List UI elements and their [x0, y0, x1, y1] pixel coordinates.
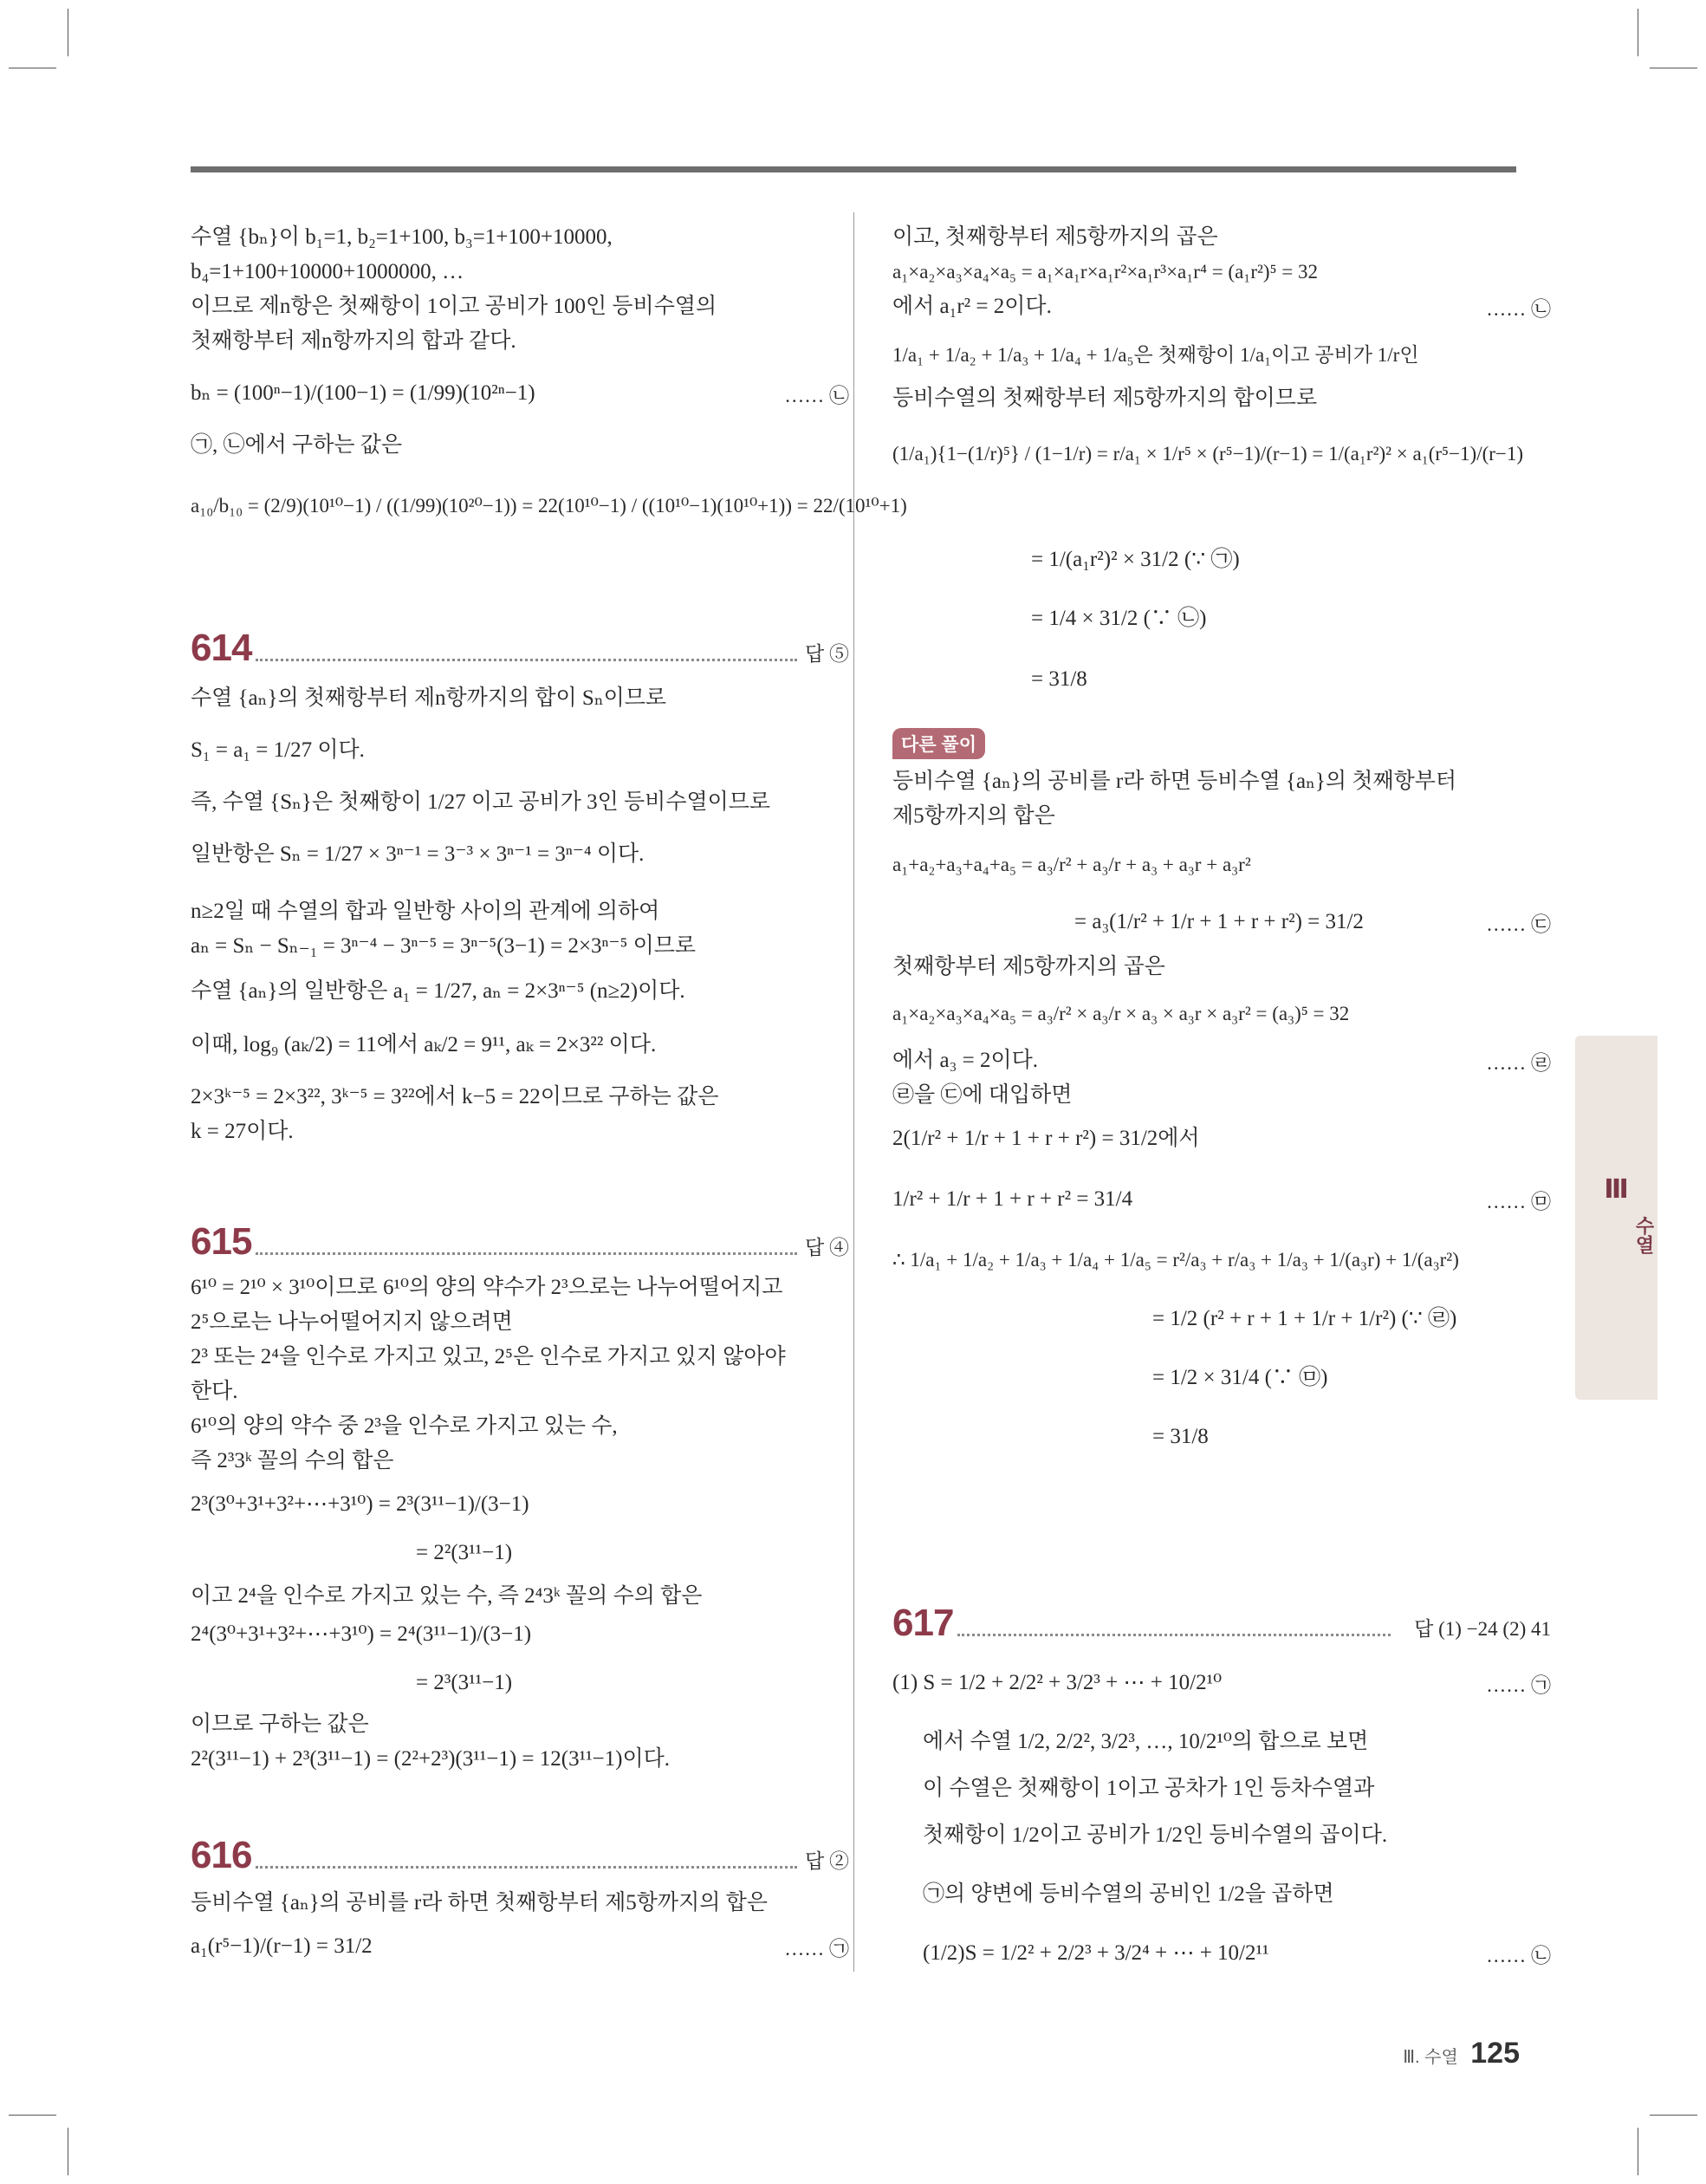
text-line: S₁ = a₁ = 1/27 이다. — [191, 738, 365, 762]
problem-number: 614 — [191, 627, 252, 669]
problem-number: 615 — [191, 1220, 252, 1263]
footer-section: Ⅲ. 수열 — [1403, 2048, 1458, 2067]
column-divider — [853, 212, 854, 1972]
answer-label: 답 ⑤ — [805, 643, 849, 665]
leader-dots — [957, 1634, 1391, 1636]
chapter-number: Ⅲ — [1604, 1175, 1629, 1204]
equation-marker: …… ㉡ — [1486, 1945, 1551, 1966]
equation-line: bₙ = (100ⁿ−1)/(100−1) = (1/99)(10²ⁿ−1) — [191, 381, 535, 405]
text-line: 에서 a₁r² = 2이다. — [892, 295, 1052, 318]
text-line: 등비수열 {aₙ}의 공비를 r라 하면 등비수열 {aₙ}의 첫째항부터 — [892, 770, 1457, 793]
problem-header-615 — [191, 1212, 849, 1264]
equation-line: a₁+a₂+a₃+a₄+a₅ = a₃/r² + a₃/r + a₃ + a₃r + a₃r² — [892, 854, 1251, 875]
text-line: 수열 {bₙ}이 b₁=1, b₂=1+100, b₃=1+100+10000, — [191, 225, 613, 249]
text-line: 에서 a₃ = 2이다. — [892, 1049, 1039, 1072]
text-line: 수열 {aₙ}의 일반항은 a₁ = 1/27, aₙ = 2×3ⁿ⁻⁵ (n≥2)이다. — [191, 979, 685, 1003]
problem-header-614 — [191, 618, 849, 670]
text-line: 즉 2³3ᵏ 꼴의 수의 합은 — [191, 1449, 394, 1472]
leader-dots — [256, 1252, 797, 1255]
equation-line: ∴ 1/a₁ + 1/a₂ + 1/a₃ + 1/a₄ + 1/a₅ = r²/a₃ + r/a₃ + 1/a₃ + 1/(a₃r) + 1/(a₃r²) — [892, 1249, 1459, 1271]
leader-dots — [256, 1866, 797, 1869]
chapter-side-tab — [1575, 1036, 1657, 1400]
equation-line: = 31/8 — [1152, 1425, 1209, 1448]
text-line: 6¹⁰ = 2¹⁰ × 3¹⁰이므로 6¹⁰의 양의 약수가 2³으로는 나누어떨어지고 — [191, 1276, 783, 1299]
equation-line: = 1/2 (r² + r + 1 + 1/r + 1/r²) (∵ ㉣) — [1152, 1307, 1457, 1330]
text-line: ㉠, ㉡에서 구하는 값은 — [191, 433, 403, 457]
text-line: k = 27이다. — [191, 1120, 294, 1143]
equation-marker: …… ㉤ — [1486, 1191, 1551, 1212]
equation-line: a₁₀/b₁₀ = (2/9)(10¹⁰−1) / ((1/99)(10²⁰−1)) = 22(10¹⁰−1) / ((10¹⁰−1)(10¹⁰+1)) = 22/(10¹⁰+1) — [191, 495, 907, 517]
text-line: 에서 수열 1/2, 2/2², 3/2³, …, 10/2¹⁰의 합으로 보면 — [923, 1730, 1369, 1753]
text-line: 이므로 제n항은 첫째항이 1이고 공비가 100인 등비수열의 — [191, 295, 717, 318]
equation-line: = 1/4 × 31/2 (∵ ㉡) — [1031, 607, 1207, 630]
equation-line: = 2²(3¹¹−1) — [416, 1541, 513, 1564]
text-line: 이고 2⁴을 인수로 가지고 있는 수, 즉 2⁴3ᵏ 꼴의 수의 합은 — [191, 1584, 703, 1608]
text-line: ㉣을 ㉢에 대입하면 — [892, 1083, 1073, 1107]
problem-number: 616 — [191, 1834, 252, 1876]
text-line: 한다. — [191, 1380, 238, 1403]
answer-label: 답 ② — [805, 1850, 849, 1872]
equation-line: = 1/2 × 31/4 (∵ ㉤) — [1152, 1366, 1328, 1389]
text-line: n≥2일 때 수열의 합과 일반항 사이의 관계에 의하여 — [191, 900, 660, 923]
text-line: 제5항까지의 합은 — [892, 804, 1055, 828]
equation-line: (1) S = 1/2 + 2/2² + 3/2³ + ⋯ + 10/2¹⁰ — [892, 1671, 1223, 1694]
text-line: aₙ = Sₙ − Sₙ₋₁ = 3ⁿ⁻⁴ − 3ⁿ⁻⁵ = 3ⁿ⁻⁵(3−1) = 2×3ⁿ⁻⁵ 이므로 — [191, 934, 697, 958]
equation-line: 2⁴(3⁰+3¹+3²+⋯+3¹⁰) = 2⁴(3¹¹−1)/(3−1) — [191, 1622, 532, 1646]
equation-line: 2³(3⁰+3¹+3²+⋯+3¹⁰) = 2³(3¹¹−1)/(3−1) — [191, 1492, 529, 1516]
equation-line: a₁(r⁵−1)/(r−1) = 31/2 — [191, 1934, 373, 1958]
text-line: 즉, 수열 {Sₙ}은 첫째항이 1/27 이고 공비가 3인 등비수열이므로 — [191, 790, 771, 814]
text-line: 2⁵으로는 나누어떨어지지 않으려면 — [191, 1310, 513, 1334]
equation-line: 1/r² + 1/r + 1 + r + r² = 31/4 — [892, 1187, 1133, 1211]
equation-marker: …… ㉢ — [1486, 913, 1551, 935]
text-line: 이때, log₉ (aₖ/2) = 11에서 aₖ/2 = 9¹¹, aₖ = 2×3²² 이다. — [191, 1033, 657, 1056]
equation-line: = 1/(a₁r²)² × 31/2 (∵ ㉠) — [1031, 548, 1240, 571]
equation-marker: …… ㉠ — [784, 1938, 849, 1960]
crop-mark — [9, 2115, 56, 2116]
text-line: 이고, 첫째항부터 제5항까지의 곱은 — [892, 225, 1218, 249]
text-line: 6¹⁰의 양의 약수 중 2³을 인수로 가지고 있는 수, — [191, 1414, 618, 1438]
equation-marker: …… ㉡ — [784, 385, 849, 406]
text-line: 첫째항부터 제n항까지의 합과 같다. — [191, 329, 516, 353]
text-line: 2×3ᵏ⁻⁵ = 2×3²², 3ᵏ⁻⁵ = 3²²에서 k−5 = 22이므로 구하는 값은 — [191, 1085, 719, 1108]
equation-marker: …… ㉠ — [1486, 1674, 1551, 1696]
equation-line: = a₃(1/r² + 1/r + 1 + r + r²) = 31/2 — [1074, 910, 1364, 933]
text-line: 일반항은 Sₙ = 1/27 × 3ⁿ⁻¹ = 3⁻³ × 3ⁿ⁻¹ = 3ⁿ⁻⁴ 이다. — [191, 842, 645, 866]
text-line: 이 수열은 첫째항이 1이고 공차가 1인 등차수열과 — [923, 1777, 1375, 1800]
equation-line: (1/a₁){1−(1/r)⁵} / (1−1/r) = r/a₁ × 1/r⁵ × (r⁵−1)/(r−1) = 1/(a₁r²)² × a₁(r⁵−1)/(r−1) — [892, 443, 1524, 465]
equation-line: 2(1/r² + 1/r + 1 + r + r²) = 31/2에서 — [892, 1127, 1200, 1150]
equation-line: a₁×a₂×a₃×a₄×a₅ = a₃/r² × a₃/r × a₃ × a₃r × a₃r² = (a₃)⁵ = 32 — [892, 1003, 1350, 1024]
answer-label: 답 (1) −24 (2) 41 — [1414, 1618, 1551, 1640]
page-footer — [1403, 2037, 1520, 2070]
text-line: 2³ 또는 2⁴을 인수로 가지고 있고, 2⁵은 인수로 가지고 있지 않아야 — [191, 1345, 786, 1368]
text-line: 등비수열 {aₙ}의 공비를 r라 하면 첫째항부터 제5항까지의 합은 — [191, 1891, 768, 1914]
top-rule — [191, 166, 1516, 172]
equation-line: a₁×a₂×a₃×a₄×a₅ = a₁×a₁r×a₁r²×a₁r³×a₁r⁴ = (a₁r²)⁵ = 32 — [892, 261, 1319, 283]
text-line: 첫째항부터 제5항까지의 곱은 — [892, 955, 1165, 978]
problem-header-616 — [191, 1825, 849, 1877]
text-line: 1/a₁ + 1/a₂ + 1/a₃ + 1/a₄ + 1/a₅은 첫째항이 1/a₁이고 공비가 1/r인 — [892, 344, 1419, 366]
equation-marker: …… ㉡ — [1486, 298, 1551, 320]
alt-solution-badge: 다른 풀이 — [892, 728, 985, 759]
text-line: 이므로 구하는 값은 — [191, 1713, 369, 1736]
equation-line: (1/2)S = 1/2² + 2/2³ + 3/2⁴ + ⋯ + 10/2¹¹ — [923, 1941, 1269, 1965]
crop-mark — [1650, 2115, 1697, 2116]
answer-label: 답 ④ — [805, 1237, 849, 1258]
text-line: ㉠의 양변에 등비수열의 공비인 1/2을 곱하면 — [923, 1882, 1334, 1906]
equation-line: = 2³(3¹¹−1) — [416, 1671, 513, 1694]
text-line: 등비수열의 첫째항부터 제5항까지의 합이므로 — [892, 387, 1318, 410]
text-line: 수열 {aₙ}의 첫째항부터 제n항까지의 합이 Sₙ이므로 — [191, 686, 667, 710]
problem-header-617 — [892, 1593, 1551, 1645]
page-number: 125 — [1470, 2037, 1520, 2070]
text-line: 첫째항이 1/2이고 공비가 1/2인 등비수열의 곱이다. — [923, 1823, 1388, 1847]
text-line: 2²(3¹¹−1) + 2³(3¹¹−1) = (2²+2³)(3¹¹−1) = 12(3¹¹−1)이다. — [191, 1747, 671, 1771]
leader-dots — [256, 659, 797, 661]
text-line: b₄=1+100+10000+1000000, … — [191, 260, 464, 283]
chapter-label: 수열 — [1633, 1216, 1655, 1254]
equation-marker: …… ㉣ — [1486, 1052, 1551, 1074]
equation-line: = 31/8 — [1031, 667, 1087, 691]
problem-number: 617 — [892, 1602, 954, 1644]
